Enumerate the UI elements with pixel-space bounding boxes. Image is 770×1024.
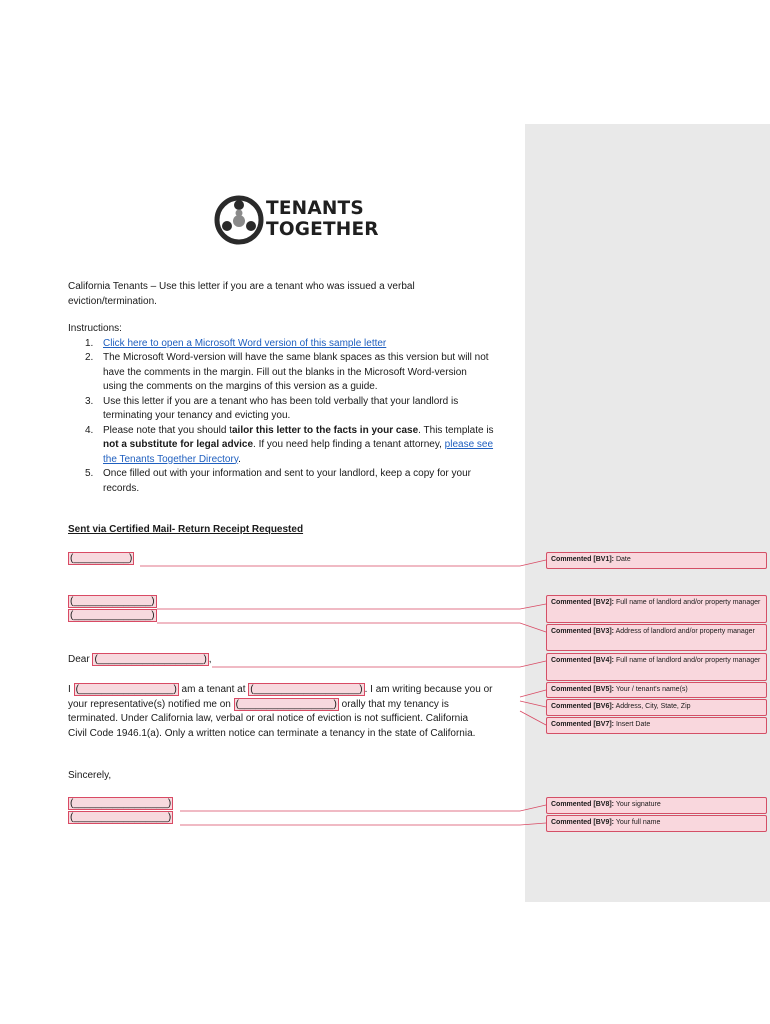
- comment-text: Full name of landlord and/or property manager: [615, 657, 761, 664]
- comment-label: Commented [BV6]:: [551, 703, 615, 710]
- comment-text: Full name of landlord and/or property manager: [615, 599, 761, 606]
- comment-box-bv7[interactable]: [546, 717, 767, 734]
- instruction-text: .: [238, 453, 241, 465]
- tenant-address-blank[interactable]: (___________________): [250, 684, 363, 695]
- comment-text: Address, City, State, Zip: [615, 703, 691, 710]
- comment-text: Your / tenant's name(s): [615, 686, 688, 693]
- intro-line-1: California Tenants – Use this letter if you are a tenant who was issued a verbal: [68, 281, 415, 292]
- comment-label: Commented [BV9]:: [551, 819, 615, 826]
- comment-label: Commented [BV4]:: [551, 657, 615, 664]
- signature-blank[interactable]: (_________________): [70, 798, 172, 809]
- comment-box-bv8[interactable]: [546, 797, 767, 814]
- list-number: 2.: [85, 352, 94, 363]
- notice-date-blank[interactable]: (_________________): [235, 698, 337, 710]
- comment-label: Commented [BV8]:: [551, 801, 615, 808]
- comment-text: Address of landlord and/or property manager: [615, 628, 755, 635]
- instruction-text: Please note that you should t: [103, 424, 232, 436]
- comment-label: Commented [BV7]:: [551, 721, 615, 728]
- instruction-line: Use this letter if you are a tenant who has been told verbally that your landlord is: [103, 395, 459, 407]
- instruction-line: The Microsoft Word-version will have the same blank spaces as this version but will not: [103, 352, 489, 363]
- tenant-name-blank[interactable]: (_________________): [75, 684, 177, 695]
- instructions-heading: Instructions:: [68, 323, 122, 334]
- instruction-line: records.: [103, 482, 140, 494]
- directory-link-part-1[interactable]: please see: [444, 439, 494, 450]
- instruction-line: have the comments in the margin. Fill out the blanks in the Microsoft Word-version: [103, 366, 467, 378]
- logo-line-1: TENANTS: [266, 198, 364, 219]
- date-blank[interactable]: (__________): [70, 553, 133, 564]
- comment-box-bv1[interactable]: [546, 552, 767, 569]
- body-text: your representative(s) notified me on: [68, 698, 234, 710]
- comment-text: Your full name: [615, 819, 661, 826]
- body-text: I: [68, 684, 74, 695]
- full-name-blank[interactable]: (_________________): [70, 812, 172, 823]
- list-number: 1.: [85, 337, 94, 349]
- word-version-link[interactable]: Click here to open a Microsoft Word version of this sample letter: [103, 337, 387, 349]
- comment-box-bv9[interactable]: [546, 815, 767, 832]
- comment-label: Commented [BV3]:: [551, 628, 615, 635]
- comment-text: Your signature: [615, 801, 661, 808]
- instruction-text: . If you need help finding a tenant attorney,: [253, 439, 445, 450]
- directory-link-part-2[interactable]: the Tenants Together Directory: [103, 453, 239, 465]
- list-number: 5.: [85, 468, 94, 479]
- sent-via-heading: Sent via Certified Mail- Return Receipt Requested: [68, 524, 304, 535]
- comment-label: Commented [BV2]:: [551, 599, 615, 606]
- list-number: 4.: [85, 424, 94, 436]
- comment-box-bv3[interactable]: [546, 624, 767, 651]
- instruction-bold-text: ailor this letter to the facts in your case: [231, 424, 419, 436]
- landlord-address-blank[interactable]: (______________): [70, 610, 155, 621]
- closing-sincerely: Sincerely,: [68, 770, 112, 781]
- comment-box-bv6[interactable]: [546, 699, 767, 716]
- dear-text: Dear: [68, 654, 93, 665]
- list-number: 3.: [85, 395, 94, 407]
- comment-box-bv2[interactable]: [546, 595, 767, 623]
- body-text: am a tenant at: [178, 684, 249, 695]
- comment-text: Insert Date: [615, 721, 651, 728]
- comment-box-bv4[interactable]: [546, 653, 767, 681]
- comment-box-bv5[interactable]: [546, 682, 767, 698]
- body-text: . I am writing because you or: [364, 684, 493, 695]
- intro-line-2: eviction/termination.: [68, 295, 157, 307]
- dear-name-blank[interactable]: (___________________): [94, 654, 207, 665]
- landlord-name-blank[interactable]: (______________): [70, 596, 155, 607]
- instruction-line: Once filled out with your information and sent to your landlord, keep a copy for your: [103, 468, 471, 479]
- comment-text: Date: [615, 556, 631, 563]
- body-line-4: Civil Code 1946.1(a). Only a written notice can terminate a tenancy in the state of California.: [68, 727, 476, 739]
- dear-comma: ,: [208, 654, 212, 665]
- comment-label: Commented [BV5]:: [551, 686, 615, 693]
- instruction-line: terminating your tenancy and evicting you.: [103, 410, 291, 421]
- body-text: orally that my tenancy is: [338, 698, 449, 710]
- instruction-line: using the comments on the margins of this version as a guide.: [103, 381, 378, 392]
- instruction-bold-text: not a substitute for legal advice: [103, 439, 254, 450]
- comment-label: Commented [BV1]:: [551, 556, 615, 563]
- logo-line-2: TOGETHER: [266, 219, 379, 240]
- body-line-3: terminated. Under California law, verbal or oral notice of eviction is not sufficient. California: [68, 713, 469, 724]
- instruction-text: . This template is: [418, 424, 494, 436]
